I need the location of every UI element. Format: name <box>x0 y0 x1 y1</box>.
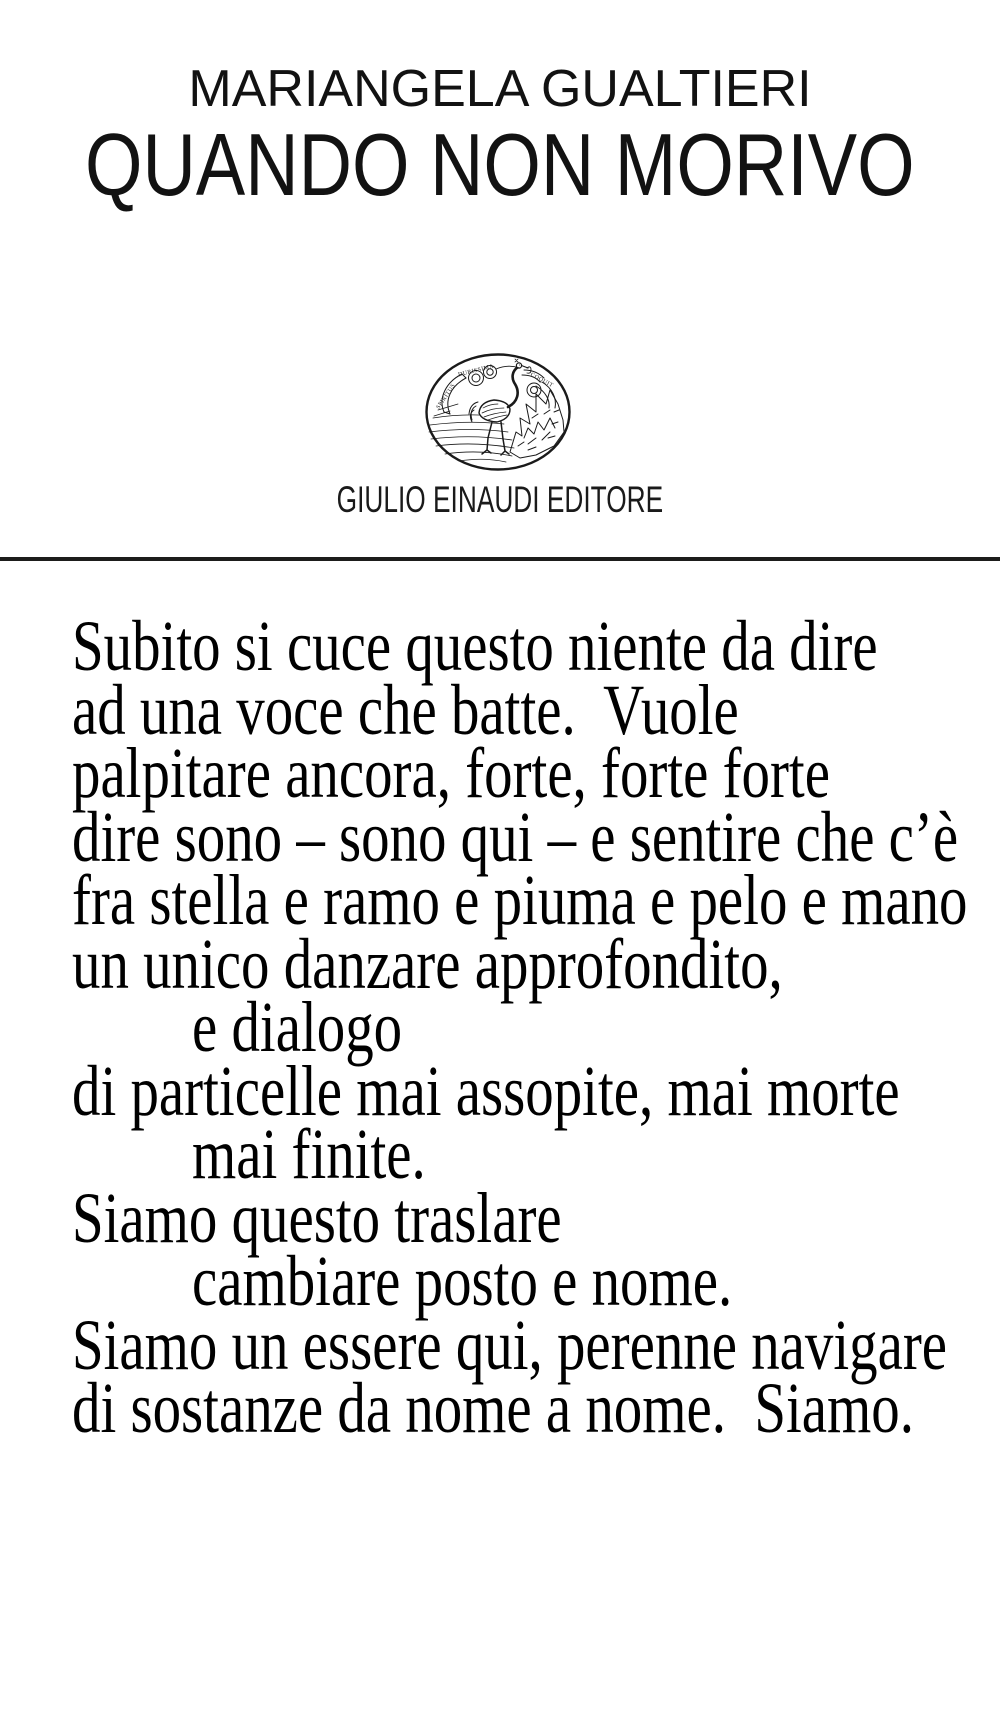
poem-line-text: Siamo questo traslare <box>72 1177 562 1258</box>
poem-line-text: dire sono – sono qui – e sentire che c’è <box>72 796 959 877</box>
book-title-text: QUANDO NON MORIVO <box>85 115 915 214</box>
poem-line-text: e dialogo <box>192 987 403 1067</box>
author-name-text: MARIANGELA GUALTIERI <box>188 60 812 118</box>
book-title <box>0 115 1000 214</box>
poem-line-text: palpitare ancora, forte, forte forte <box>72 733 830 813</box>
poem-line-text: di sostanze da nome a nome. Siamo. <box>72 1368 914 1448</box>
poem-line-text: Subito si cuce questo niente da dire <box>72 606 878 686</box>
author-name <box>0 60 1000 118</box>
motto-word-spiritus: SPIRITUS <box>435 382 457 411</box>
publisher-name <box>0 481 1000 518</box>
poem <box>72 606 1000 1448</box>
motto-word-durissima: DURISSIMA <box>457 363 495 379</box>
poem-line-text: un unico danzare approfondito, <box>72 923 783 1004</box>
poem-line-text: Siamo un essere qui, perenne navigare <box>72 1304 948 1385</box>
poem-line <box>72 1368 1000 1448</box>
poem-line-text: ad una voce che batte. Vuole <box>72 669 739 750</box>
poem-line-text: di particelle mai assopite, mai morte <box>72 1050 900 1131</box>
poem-line-text: fra stella e ramo e piuma e pelo e mano <box>72 860 968 940</box>
poem-line-text: cambiare posto e nome. <box>192 1241 733 1321</box>
publisher-name-text: GIULIO EINAUDI EDITORE <box>336 479 664 520</box>
motto-word-coquit: COQUIT <box>529 372 555 390</box>
poem-line-text: mai finite. <box>192 1114 426 1194</box>
horizontal-rule <box>0 557 1000 561</box>
einaudi-ostrich-logo <box>424 352 572 472</box>
